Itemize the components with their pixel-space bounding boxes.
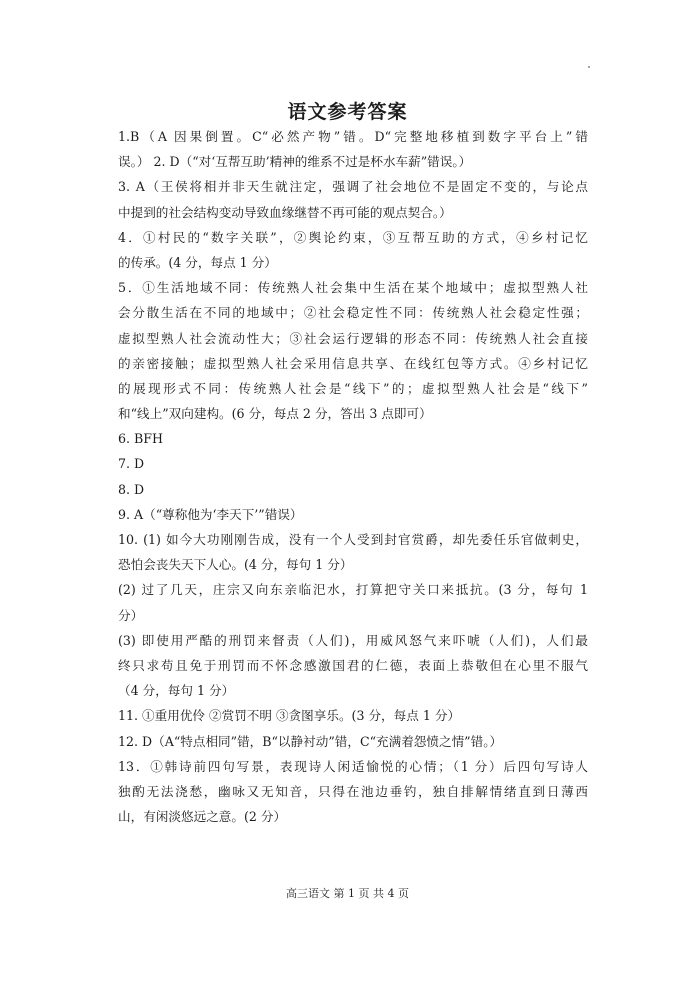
answer-line: 的亲密接触；虚拟型熟人社会采用信息共享、在线红包等方式。④乡村记忆 <box>118 355 588 371</box>
answer-line: （4 分，每句 1 分） <box>118 683 235 699</box>
page-title: 语文参考答案 <box>287 101 408 123</box>
answer-line: (3) 即使用严酷的刑罚来督责（人们)，用威风怒气来吓唬（人们)，人们最 <box>118 632 588 648</box>
answer-line: 中提到的社会结构变动导致血缘继替不再可能的观点契合。） <box>118 204 452 220</box>
answer-line: 和“线上”双向建构。(6 分，每点 2 分，答出 3 点即可） <box>118 406 432 422</box>
page-footer: 高三语文 第 1 页 共 4 页 <box>286 887 409 900</box>
answer-line: 虚拟型熟人社会流动性大；③社会运行逻辑的形态不同：传统熟人社会直接 <box>118 330 588 346</box>
answer-line: 8. D <box>118 481 145 497</box>
answer-line: 终只求苟且免于刑罚而不怀念感激国君的仁德，表面上恭敬但在心里不服气 <box>118 657 588 673</box>
answer-line: 10. (1) 如今大功刚刚告成，没有一个人受到封官赏爵，却先委任乐官做刺史， <box>118 532 588 547</box>
answer-line: 山，有闲淡悠远之意。(2 分） <box>118 809 287 825</box>
answer-line: 13．①韩诗前四句写景，表现诗人闲适愉悦的心情；（1 分）后四句写诗人 <box>118 758 588 774</box>
answer-line: 11. ①重用优伶 ②赏罚不明 ③贪图享乐。(3 分，每点 1 分） <box>118 708 461 724</box>
answer-line: 6. BFH <box>118 431 163 447</box>
answer-line: 恐怕会丧失天下人心。(4 分，每句 1 分） <box>118 557 353 573</box>
answer-line: 的展现形式不同：传统熟人社会是“线下”的；虚拟型熟人社会是“线下” <box>118 380 588 396</box>
answer-line: 4．①村民的“数字关联”，②舆论约束，③互帮互助的方式，④乡村记忆 <box>118 229 588 245</box>
answer-line: 分） <box>118 607 144 623</box>
answer-line: 5．①生活地域不同：传统熟人社会集中生活在某个地域中；虚拟型熟人社 <box>118 280 588 296</box>
answer-line: 误。） 2. D（“对‘互帮互助’精神的维系不过是杯水车薪”错误。） <box>118 154 472 170</box>
answer-line: (2) 过了几天，庄宗又向东亲临汜水，打算把守关口来抵抗。(3 分，每句 1 <box>118 582 588 598</box>
answer-line: 12. D（A“特点相同”错，B“以静衬动”错，C“充满着怨愤之情”错。） <box>118 733 503 749</box>
answer-line: 9. A（“尊称他为‘李天下’”错误） <box>118 506 303 522</box>
answer-line: 3. A（王侯将相并非天生就注定，强调了社会地位不是固定不变的，与论点 <box>118 179 588 195</box>
answer-line: 1.B（A 因果倒置。C“必然产物”错。D“完整地移植到数字平台上”错 <box>118 129 588 144</box>
scan-dot <box>588 66 590 68</box>
answer-line: 7. D <box>118 456 145 472</box>
answer-line: 独酌无法浇愁，幽咏又无知音，只得在池边垂钓，独自排解情绪直到日薄西 <box>118 783 588 799</box>
answer-body <box>118 124 588 829</box>
answer-line: 的传承。(4 分，每点 1 分） <box>118 254 277 270</box>
answer-line: 会分散生活在不同的地域中；②社会稳定性不同：传统熟人社会稳定性强； <box>118 305 588 321</box>
